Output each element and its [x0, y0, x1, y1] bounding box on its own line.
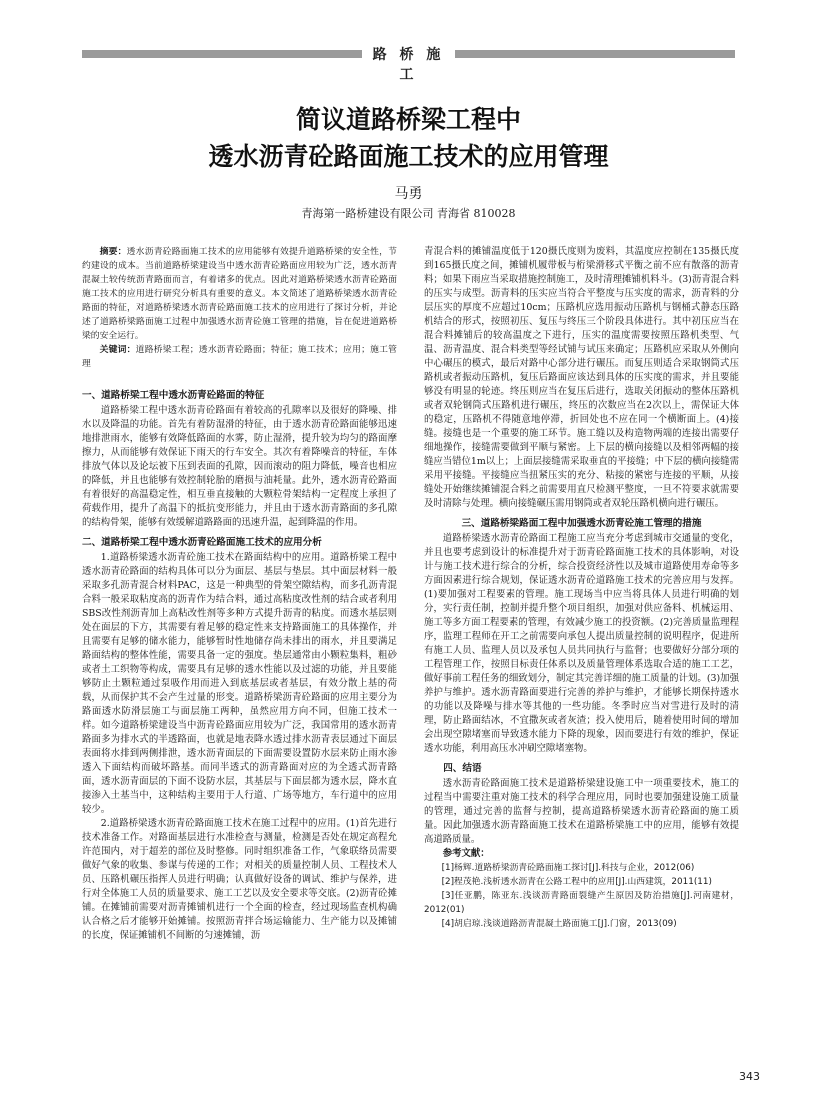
references-label: 参考文献： [442, 848, 490, 859]
keywords-text: 道路桥梁工程；透水沥青砼路面；特征；施工技术；应用；施工管理 [82, 345, 397, 369]
reference-item: [1]杨辉.道路桥梁沥青砼路面施工探讨[J].科技与企业，2012(06) [441, 863, 695, 873]
article-title-line1: 简议道路桥梁工程中 [295, 105, 521, 134]
right-column [424, 245, 739, 931]
page-number: 343 [739, 1070, 760, 1083]
abstract-text: 透水沥青砼路面施工技术的应用能够有效提升道路桥梁的安全性，节约建设的成本。当前道路桥梁建设当中透水沥青砼路面应用较为广泛，透水沥青混凝土较传统沥青路面而言，有着诸多的优点。因此对道路桥梁透水沥青砼路面施工技术的应用进行研究分析具有重要的意义。本文简述了道路桥梁透水沥青砼路面的特征，对道路桥梁透水沥青砼路面施工技术的应用进行了探讨分析，并论述了道路桥梁路面施工过程中加强透水沥青砼施工管理的措施，旨在促进道路桥梁的安全运行。 [82, 247, 397, 341]
article-title-line2: 透水沥青砼路面施工技术的应用管理 [208, 142, 609, 171]
body-paragraph: 2.道路桥梁透水沥青砼路面施工技术在施工过程中的应用。(1)首先进行技术准备工作。对路面基层进行水准检查与测量，检测是否处在规定高程允许范围内，对于超差的部位及时整修。同时组织准备工作，气象联络员需要做好气象的收集、参谋与传递的工作；对相关的质量控制人员、工程技术人员、压路机碾压指挥人员进行明确；认真做好设备的调试、维护与保养，进行对全体施工人员的质量要求、施工工艺以及安全要求等交底。(2)沥青砼摊铺。在摊铺前需要对沥青摊铺机进行一个全面的检查，经过现场监查机构确认合格之后才能够开始摊铺。按照沥青拌合场运输能力、生产能力以及摊铺的长度，保证摊铺机不间断的匀速摊铺，沥 [82, 818, 397, 941]
section-heading-4: 四、结语 [443, 763, 482, 774]
section-heading-1: 一、道路桥梁工程中透水沥青砼路面的特征 [82, 390, 265, 401]
abstract-label: 摘要： [99, 247, 127, 257]
keywords [82, 343, 397, 371]
header-rule-right [455, 50, 735, 58]
body-paragraph: 1.道路桥梁透水沥青砼施工技术在路面结构中的应用。道路桥梁工程中透水沥青砼路面的结构具体可以分为面层、基层与垫层。其中面层材料一般采取多孔沥青混合材料PAC，这是一种典型的骨架空隙结构，而多孔沥青混合料一般采取粘度高的沥青作为结合料，通过高粘度改性剂的结合或者利用SBS改性剂沥青加上高粘改性剂等多种方式提升沥青的粘度。而透水基层则处在面层的下方，其需要有着足够的稳定性来支持路面施工的具体操作，并且需要有足够的储水能力，能够暂时性地储存尚未排出的雨水，并且要满足路面结构的整体性能，需要具备一定的强度。垫层通常由小颗粒集料，粗砂或者土工织物等构成，需要具有足够的透水性能以及过滤的功能，并且要能够防止土颗粒通过泵吸作用而进入到底基层或者基层，有效分散上基的荷载，从而保护其不会产生过量的形变。道路桥梁沥青砼路面的应用主要分为路面透水防滑层施工与面层施工两种，虽然应用方向不同，但施工技术一样。如今道路桥梁建设当中沥青砼路面应用较为广泛，我国常用的透水沥青路面多为排水式的半透路面，也就是地表降水透过排水沥青表层通过下面层表面将水排到两侧排泄，透水沥青面层的下面需要设置防水层来防止雨水渗透入下面结构而破坏路基。而同半透式的沥青路面对应的为全透式沥青路面，透水沥青面层的下面不设防水层，其基层与下面层都为透水层，降水直接渗入土基当中，这种结构主要用于人行道、广场等地方，车行道中的应用较少。 [82, 552, 397, 815]
author-affiliation: 青海第一路桥建设有限公司 青海省 810028 [301, 207, 516, 220]
reference-item: [2]程茂艳.浅析透水沥青在公路工程中的应用[J].山西建筑，2011(11) [441, 877, 712, 887]
body-paragraph: 道路桥梁工程中透水沥青砼路面有着较高的孔隙率以及很好的降噪、排水以及降温的功能。首先有着防湿滑的特征，由于透水沥青砼路面能够迅速地排泄雨水，能够有效降低路面的水雾，防止湿滑，提升较为均匀的路面摩擦力，从而能够有效保证下雨天的行车安全。其次有着降噪音的特征，车体排放气体以及论坛被下压到表面的孔隙，因而滚动的阻力降低，噪音也相应的降低，并且也能够有效控制轮胎的磨损与油耗量。此外，透水沥青砼路面有着很好的高温稳定性，相互垂直接触的大颗粒骨架结构一定程度上承担了荷载作用，提升了高温下的抵抗变形能力，并且由于透水沥青路面的多孔隙的结构骨架，能够有效缓解道路路面的迅速升温，起到降温的作用。 [82, 405, 397, 528]
reference-item: [4]胡启琼.浅谈道路沥青混凝土路面施工[J].门窗，2013(09) [441, 919, 677, 929]
abstract [82, 245, 397, 343]
author-name: 马勇 [394, 186, 423, 202]
body-paragraph: 道路桥梁透水沥青砼路面工程施工应当充分考虑到城市交通量的变化，并且也要考虑到设计的标准提升对于沥青砼路面施工技术的具体影响，对设计与施工技术进行综合的分析，综合投资经济性以及城市道路使用寿命等多方面因素进行综合规划，保证透水沥青砼道路施工技术的完善应用与发挥。(1)要加强对工程要素的管理。施工现场当中应当将具体人员进行明确的划分，实行责任制，控制并提升整个项目组织，加强对供应备料、机械运用、施工等多方面工程要素的管理，有效减少施工的投资额。(2)完善质量监理程序，监理工程师在开工之前需要向承包人提出质量控制的说明程序，促进所有施工人员、监理人员以及承包人员共同执行与监督；也要做好分部分项的工程管理工作，按照目标责任体系以及质量管理体系选取合适的施工工艺，做好事前工程任务的细致划分，制定其完善详细的施工质量的计划。(3)加强养护与维护。透水沥青路面要进行完善的养护与维护，才能够长期保持透水的功能以及降噪与排水等其他的一些功能。冬季时应当对雪进行及时的清理，防止路面结冰，不宜撒灰或者灰渣；投入使用后，随着使用时间的增加会出现空隙堵塞而导致透水能力下降的现象，因而要进行有效的维护，保证透水功能，利用高压水冲刷空隙堵塞物。 [424, 533, 739, 754]
section-heading-2: 二、道路桥梁工程中透水沥青砼路面施工技术的应用分析 [82, 537, 322, 548]
left-column [82, 245, 397, 943]
header-rule-left [82, 50, 362, 58]
section-heading-3: 三、道路桥梁路面工程中加强透水沥青砼施工管理的措施 [461, 518, 702, 529]
spacer [82, 371, 397, 383]
keywords-label: 关键词： [99, 345, 136, 355]
body-paragraph: 青混合料的摊铺温度低于120摄氏度则为废料，其温度应控制在135摄氏度到165摄氏度之间，摊铺机履带板与桁梁滑移式平衡之前不应有散落的沥青料；如果下雨应当采取措施控制施工，及时清理摊铺机料斗。(3)沥青混合料的压实与成型。沥青料的压实应当符合平整度与压实度的需求，沥青料的分层压实的厚度不应超过10cm；压路机应选用振动压路机与钢桶式静态压路机结合的形式，按照初压、复压与终压三个阶段具体进行。其中初压应当在混合料摊铺后的较高温度之下进行，压实的温度需要按照压路机类型、气温、沥青温度、混合料类型等经试铺与试压来确定；压路机应采取从外侧向中心碾压的模式，最后对路中心部分进行碾压。而复压则适合采取钢筒式压路机或者振动压路机，复压后路面应该达到具体的压实度的需求，并且要能够没有明显的轮迹。终压则应当在复压后进行，选取关闭振动的整体压路机或者双轮钢筒式压路机进行碾压，终压的次数应当在2次以上，需保证大体的稳定，压路机不得随意地停滞，折回处也不应在同一个横断面上。(4)接缝。接缝也是一个重要的施工环节。施工缝以及构造物两端的连接出需要仔细地操作，接缝需要做到平顺与紧密。上下层的横向接缝以及相邻两幅的接缝应当错位1m以上；上面层接缝需采取垂直的平接缝；中下层的横向接缝需采用平接缝。平接缝应当扭紧压实的充分、粘接的紧密与连接的平顺，从接缝处开始继续摊铺混合料之前需要用直尺检测平整度，一旦不符要求就需要及时清除与处理。横向接缝碾压需用钢筒或者双轮压路机横向进行碾压。 [424, 246, 739, 509]
reference-item: [3]任亚鹏，陈亚东.浅谈沥青路面裂缝产生原因及防治措施[J].河南建材，2012(01) [424, 891, 739, 915]
section-label: 路 桥 施 工 [372, 47, 445, 83]
body-paragraph: 透水沥青砼路面施工技术是道路桥梁建设施工中一项重要技术，施工的过程当中需要注重对施工技术的科学合理应用，同时也要加强建设施工质量的管理，通过完善的监督与控制，提高道路桥梁透水沥青砼路面的施工质量。因此加强透水沥青路面施工技术在道路桥梁施工中的应用，能够有效提高道路质量。 [424, 778, 739, 845]
